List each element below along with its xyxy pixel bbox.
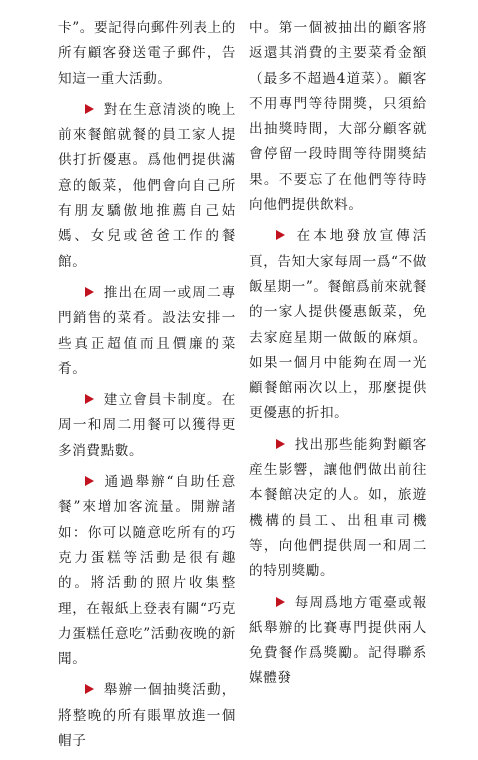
bullet-paragraph — [58, 98, 236, 275]
paragraph-continuation — [249, 16, 427, 218]
paragraph-text: 卡”。要記得向郵件列表上的所有顧客發送電子郵件，告知這一重大活動。 — [58, 20, 236, 87]
bullet-paragraph — [58, 281, 236, 382]
paragraph-text: 通過舉辦“自助任意餐”來增加客流量。開辦諸如：你可以隨意吃所有的巧克力蛋糕等活動是很有趣的。將活動的照片收集整理，在報紙上登表有關“巧克力蛋糕任意吃”活動夜晚的新聞。 — [58, 474, 236, 668]
paragraph-text: 對在生意清淡的晚上前來餐館就餐的員工家人提供打折優惠。爲他們提供滿意的飯菜，他們會向自己所有朋友驕傲地推薦自己姑媽、女兒或爸爸工作的餐館。 — [58, 101, 236, 270]
red-triangle-bullet-icon — [276, 597, 285, 607]
red-triangle-bullet-icon — [85, 287, 94, 297]
red-triangle-bullet-icon — [85, 476, 94, 486]
bullet-paragraph — [58, 470, 236, 672]
bullet-paragraph — [249, 591, 427, 692]
paragraph-text: 舉辦一個抽獎活動，將整晚的所有賬單放進一個帽子 — [58, 682, 236, 750]
paragraph-text: 中。第一個被抽出的顧客將返還其消費的主要菜肴金額（最多不超過4道菜）。顧客不用專門等待開獎，只須給出抽獎時間，大部分顧客就會停留一段時間等待開獎結果。不要忘了在他們等待時向他們提供飲料。 — [249, 20, 427, 214]
paragraph-text: 找出那些能夠對顧客産生影響，讓他們做出前往本餐館决定的人。如，旅遊機構的員工、出租車司機等，向他們提供周一和周二的特別獎勵。 — [249, 436, 427, 580]
red-triangle-bullet-icon — [85, 394, 94, 404]
red-triangle-bullet-icon — [85, 104, 94, 114]
bullet-paragraph — [249, 433, 427, 585]
left-column — [58, 16, 236, 760]
bullet-paragraph — [58, 388, 236, 464]
paragraph-text: 建立會員卡制度。在周一和周二用餐可以獲得更多消費點數。 — [58, 392, 236, 459]
red-triangle-bullet-icon — [276, 439, 285, 449]
bullet-paragraph — [249, 224, 427, 426]
paragraph-text: 每周爲地方電臺或報紙舉辦的比賽專門提供兩人免費餐作爲獎勵。記得聯系媒體發 — [249, 594, 427, 687]
paragraph-text: 在本地發放宣傳活頁，告知大家每周一爲“不做飯星期一”。餐館爲前來就餐的一家人提供優惠飯菜，免去家庭星期一做飯的麻煩。如果一個月中能夠在周一光顧餐館兩次以上，那麼提供更優惠的折扣。 — [249, 228, 427, 422]
paragraph-continuation — [58, 16, 236, 92]
right-column — [249, 16, 427, 698]
bullet-paragraph — [58, 678, 236, 754]
red-triangle-bullet-icon — [85, 684, 94, 694]
red-triangle-bullet-icon — [276, 230, 285, 240]
paragraph-text: 推出在周一或周二專門銷售的菜肴。設法安排一些真正超值而且價廉的菜肴。 — [58, 284, 236, 377]
